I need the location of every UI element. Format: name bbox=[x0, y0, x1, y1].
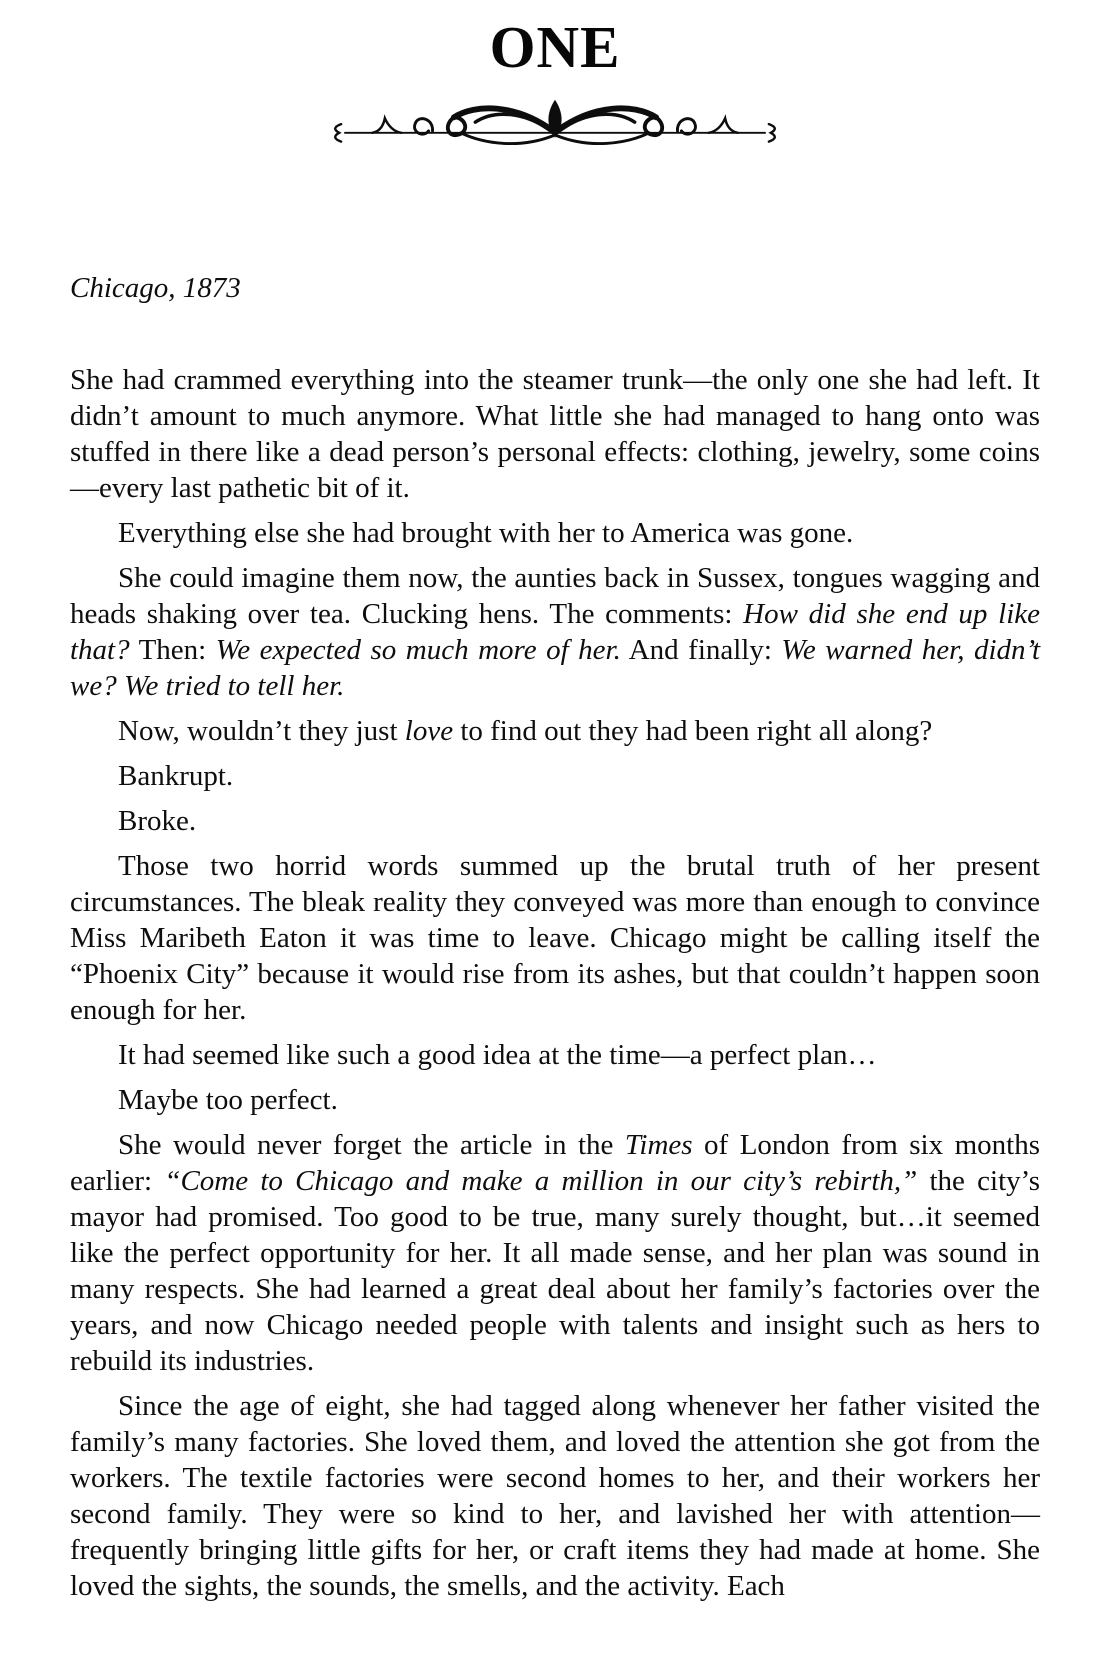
paragraph bbox=[70, 758, 1040, 794]
text-run: to find out they had been right all along? bbox=[453, 714, 933, 747]
paragraph bbox=[70, 803, 1040, 839]
text-run: Bankrupt. bbox=[118, 759, 234, 792]
text-run: the city’s mayor had promised. Too good to be true, many surely thought, but…it seemed like the perfect opportunity for her. It all made sense, and her plan was sound in many respects. She had learned a great deal about her family’s factories over the years, and now Chicago needed people with talents and insight such as hers to rebuild its industries. bbox=[70, 1164, 1040, 1377]
paragraph bbox=[70, 362, 1040, 506]
flourish-divider-icon bbox=[309, 92, 801, 162]
text-run: Everything else she had brought with her to America was gone. bbox=[118, 516, 854, 549]
paragraph bbox=[70, 1388, 1040, 1604]
paragraph bbox=[70, 713, 1040, 749]
paragraph bbox=[70, 560, 1040, 704]
text-run: She had crammed everything into the steamer trunk—the only one she had left. It didn’t amount to much anymore. What little she had managed to hang onto was stuffed in there like a dead person’s personal effects: clothing, jewelry, some coins—every last pathetic bit of it. bbox=[70, 363, 1040, 504]
text-run: Broke. bbox=[118, 804, 197, 837]
text-run: Now, wouldn’t they just bbox=[118, 714, 405, 747]
paragraph bbox=[70, 1127, 1040, 1379]
text-run: Then: bbox=[129, 633, 216, 666]
text-run: Those two horrid words summed up the brutal truth of her present circumstances. The bleak reality they conveyed was more than enough to convince Miss Maribeth Eaton it was time to leave. Chicago might be calling itself the “Phoenix City” because it would rise from its ashes, but that couldn’t happen soon enough for her. bbox=[70, 849, 1040, 1026]
italic-text-run: We expected so much more of her. bbox=[215, 633, 621, 666]
paragraph bbox=[70, 848, 1040, 1028]
italic-text-run: We warned her, didn’t we? We tried to tell her. bbox=[70, 633, 1041, 702]
text-run: And finally: bbox=[620, 633, 782, 666]
italic-text-run: love bbox=[404, 714, 454, 747]
chapter-dateline: Chicago, 1873 bbox=[70, 271, 241, 304]
paragraph bbox=[70, 1037, 1040, 1073]
paragraph bbox=[70, 1082, 1040, 1118]
italic-text-run: Times bbox=[624, 1128, 693, 1161]
italic-text-run: “Come to Chicago and make a million in our city’s rebirth,” bbox=[164, 1164, 918, 1197]
paragraph bbox=[70, 515, 1040, 551]
body-paragraphs bbox=[70, 362, 1040, 1604]
text-run: Since the age of eight, she had tagged along whenever her father visited the family’s many factories. She loved them, and loved the attention she got from the workers. The textile factories were second homes to her, and their workers her second family. They were so kind to her, and lavished her with attention—frequently bringing little gifts for her, or craft items they had made at home. She loved the sights, the sounds, the smells, and the activity. Each bbox=[70, 1389, 1040, 1602]
italic-text-run: How did she end up like that? bbox=[70, 597, 1040, 666]
text-run: She would never forget the article in the bbox=[118, 1128, 625, 1161]
text-run: of London from six months earlier: bbox=[70, 1128, 1040, 1197]
text-run: Maybe too perfect. bbox=[118, 1083, 338, 1116]
text-run: It had seemed like such a good idea at the time—a perfect plan… bbox=[118, 1038, 877, 1071]
chapter-title: ONE bbox=[489, 14, 621, 80]
text-run: She could imagine them now, the aunties back in Sussex, tongues wagging and heads shaking over tea. Clucking hens. The comments: bbox=[70, 561, 1040, 630]
